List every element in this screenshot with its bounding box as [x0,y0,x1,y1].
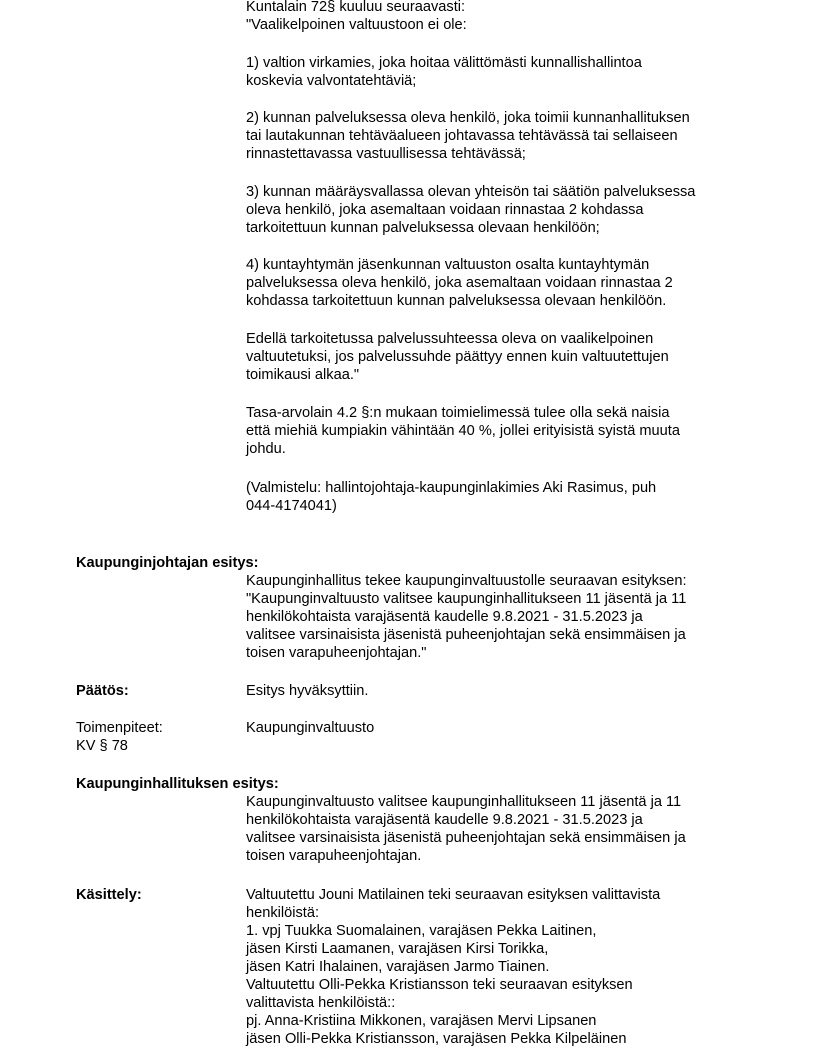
actions-ref: KV § 78 [76,738,128,754]
law-item-line: kohdassa tarkoitettuun kunnan palveluksessa olevaan henkilöön. [246,293,667,309]
handling-line: Valtuutettu Jouni Matilainen teki seuraavan esityksen valittavista [246,887,661,903]
handling-line: valittavista henkilöistä:: [246,995,396,1011]
intro-line: "Vaalikelpoinen valtuustoon ei ole: [246,17,467,33]
handling-label: Käsittely: [76,887,142,903]
board-proposal-line: Kaupunginvaltuusto valitsee kaupunginhallitukseen 11 jäsentä ja 11 [246,794,682,810]
law-item-line: tai lautakunnan tehtäväalueen johtavassa tehtävässä tai sellaiseen [246,128,678,144]
eligibility-note-line: valtuutetuksi, jos palvelussuhde päättyy ennen kuin valtuutettujen [246,349,669,365]
eligibility-note-line: toimikausi alkaa." [246,367,360,383]
actions-label: Toimenpiteet: [76,720,163,736]
mayor-proposal-line: valitsee varsinaisista jäsenistä puheenjohtajan sekä ensimmäisen ja [246,627,686,643]
handling-line: pj. Anna-Kristiina Mikkonen, varajäsen Mervi Lipsanen [246,1013,597,1029]
eligibility-note-line: Edellä tarkoitetussa palvelussuhteessa oleva on vaalikelpoinen [246,331,654,347]
preparation-line: 044-4174041) [246,498,337,514]
equality-note-line: johdu. [246,441,286,457]
handling-line: 1. vpj Tuukka Suomalainen, varajäsen Pekka Laitinen, [246,923,597,939]
handling-line: jäsen Olli-Pekka Kristiansson, varajäsen Pekka Kilpeläinen [246,1031,627,1047]
preparation-line: (Valmistelu: hallintojohtaja-kaupunginlakimies Aki Rasimus, puh [246,480,657,496]
board-proposal-line: toisen varapuheenjohtajan. [246,848,422,864]
mayor-proposal-line: Kaupunginhallitus tekee kaupunginvaltuustolle seuraavan esityksen: [246,573,687,589]
decision-label: Päätös: [76,683,129,699]
law-item-line: 3) kunnan määräysvallassa olevan yhteisön tai säätiön palveluksessa [246,184,696,200]
board-proposal-heading: Kaupunginhallituksen esitys: [76,776,279,792]
mayor-proposal-line: "Kaupunginvaltuusto valitsee kaupunginhallitukseen 11 jäsentä ja 11 [246,591,687,607]
law-item-line: 2) kunnan palveluksessa oleva henkilö, joka toimii kunnanhallituksen [246,110,690,126]
mayor-proposal-heading: Kaupunginjohtajan esitys: [76,555,259,571]
intro-line: Kuntalain 72§ kuuluu seuraavasti: [246,0,466,15]
law-item-line: koskevia valvontatehtäviä; [246,73,417,89]
equality-note-line: että miehiä kumpiakin vähintään 40 %, jollei erityisistä syistä muuta [246,423,680,439]
handling-line: jäsen Kirsti Laamanen, varajäsen Kirsi Torikka, [246,941,549,957]
handling-line: henkilöistä: [246,905,320,921]
board-proposal-line: valitsee varsinaisista jäsenistä puheenjohtajan sekä ensimmäisen ja [246,830,686,846]
handling-line: Valtuutettu Olli-Pekka Kristiansson teki seuraavan esityksen [246,977,633,993]
mayor-proposal-line: toisen varapuheenjohtajan." [246,645,427,661]
decision-text: Esitys hyväksyttiin. [246,683,369,699]
board-proposal-line: henkilökohtaista varajäsentä kaudelle 9.8.2021 - 31.5.2023 ja [246,812,643,828]
law-item-line: 1) valtion virkamies, joka hoitaa välittömästi kunnallishallintoa [246,55,642,71]
handling-line: jäsen Katri Ihalainen, varajäsen Jarmo Tiainen. [246,959,550,975]
law-item-line: oleva henkilö, joka asemaltaan voidaan rinnastaa 2 kohdassa [246,202,644,218]
law-item-line: tarkoitettuun kunnan palveluksessa olevaan henkilöön; [246,220,600,236]
law-item-line: palveluksessa oleva henkilö, joka asemaltaan voidaan rinnastaa 2 [246,275,673,291]
equality-note-line: Tasa-arvolain 4.2 §:n mukaan toimielimessä tulee olla sekä naisia [246,405,670,421]
law-item-line: 4) kuntayhtymän jäsenkunnan valtuuston osalta kuntayhtymän [246,257,650,273]
mayor-proposal-line: henkilökohtaista varajäsentä kaudelle 9.8.2021 - 31.5.2023 ja [246,609,643,625]
law-item-line: rinnastettavassa vastuullisessa tehtävässä; [246,146,526,162]
actions-text: Kaupunginvaltuusto [246,720,375,736]
